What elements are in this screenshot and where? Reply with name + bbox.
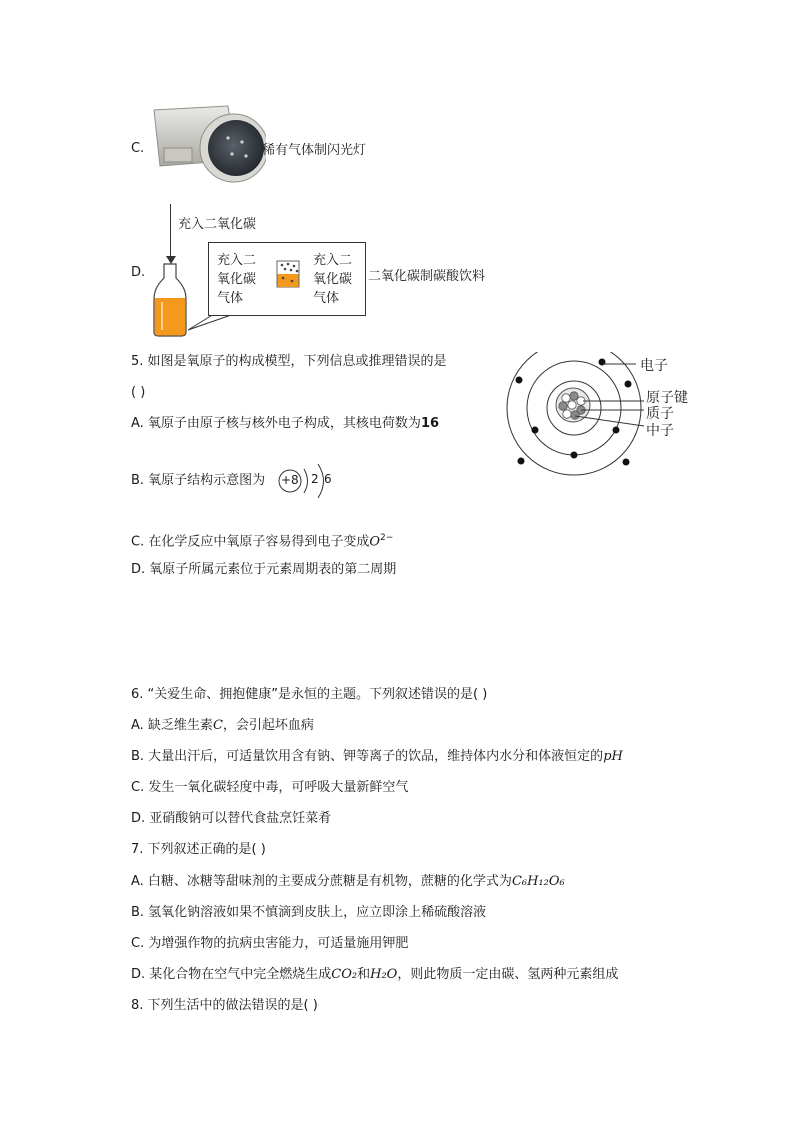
atom-shell2-count: 6 [324,472,332,486]
q5-stem: 5. 如图是氧原子的构成模型，下列信息或推理错误的是 [131,354,447,369]
q6-option-b-text: B. 大量出汗后，可适量饮用含有钠、钾等离子的饮品，维持体内水分和体液恒定的 [131,749,604,764]
q5-option-c-text: C. 在化学反应中氧原子容易得到电子变成 [131,534,370,550]
q6-option-b [131,748,623,766]
q7-option-a [131,873,565,891]
q5-option-a-text: A. 氧原子由原子核与核外电子构成，其核电荷数为 [131,416,421,431]
label-atom-bond: 原子键 [646,390,688,406]
option-c-label: 稀有气体制闪光灯 [262,143,367,158]
q7-option-d [131,966,618,984]
option-d-marker: D. [131,265,146,280]
label-proton: 质子 [646,406,674,422]
q7-option-d-text: D. 某化合物在空气中完全燃烧生成 [131,967,332,982]
oxygen-atom-model [500,352,650,482]
q5-option-d: D. 氧原子所属元素位于元素周期表的第二周期 [131,562,397,577]
option-d-label: 二氧化碳制碳酸饮料 [368,269,486,284]
q7-option-b: B. 氢氧化钠溶液如果不慎滴到皮肤上，应立即涂上稀硫酸溶液 [131,905,487,920]
callout-left-text: 充入二 氧化碳 气体 [217,253,257,306]
q7-option-a-text: A. 白糖、冰糖等甜味剂的主要成分蔗糖是有机物，蔗糖的化学式为 [131,874,512,889]
q7-option-d-formula1: CO₂ [331,967,358,982]
q5-option-c-charge: 2− [380,533,394,543]
label-neutron: 中子 [646,423,674,439]
q6-option-a-var: C [212,718,223,733]
q6-stem: 6. “关爱生命、拥抱健康”是永恒的主题。下列叙述错误的是( ) [131,687,488,702]
q6-option-b-var: pH [603,749,623,764]
q5-option-a [131,415,439,433]
q6-option-d: D. 亚硝酸钠可以替代食盐烹饪菜肴 [131,811,332,826]
q6-option-a-text: A. 缺乏维生素 [131,718,213,733]
q7-option-d-formula2: H₂O [370,967,398,982]
q5-option-b [131,472,265,490]
q7-option-a-formula: C₆H₁₂O₆ [511,874,565,889]
callout-right-text: 充入二 氧化碳 气体 [313,253,353,306]
co2-arrow [170,204,171,260]
q6-option-a [131,717,314,735]
co2-callout-box [208,242,366,316]
q5-option-a-value: 16 [420,416,440,431]
q6-option-c: C. 发生一氧化碳轻度中毒，可呼吸大量新鲜空气 [131,780,409,795]
flashlight-image [150,104,266,188]
co2-arrow-label: 充入二氧化碳 [178,217,257,232]
q5-option-b-text: B. 氧原子结构示意图为 [131,473,266,488]
q6-option-a-tail: ，会引起坏血病 [222,718,314,733]
q5-bracket: ( ) [131,385,146,400]
q7-option-d-tail: ，则此物质一定由碳、氢两种元素组成 [397,967,619,982]
atom-nucleus-charge: +8 [281,473,299,487]
q5-option-c-formula: O [369,534,381,550]
q7-option-c: C. 为增强作物的抗病虫害能力，可适量施用钾肥 [131,936,409,951]
gas-container-icon [273,257,303,291]
q5-option-c [131,529,393,551]
soda-bottle-icon [150,260,190,338]
label-electron: 电子 [640,358,668,374]
q7-option-d-and: 和 [357,967,371,982]
q7-stem: 7. 下列叙述正确的是( ) [131,842,266,857]
atom-shell1-count: 2 [311,472,319,486]
q8-stem: 8. 下列生活中的做法错误的是( ) [131,998,318,1013]
option-c-marker: C. [131,141,145,156]
